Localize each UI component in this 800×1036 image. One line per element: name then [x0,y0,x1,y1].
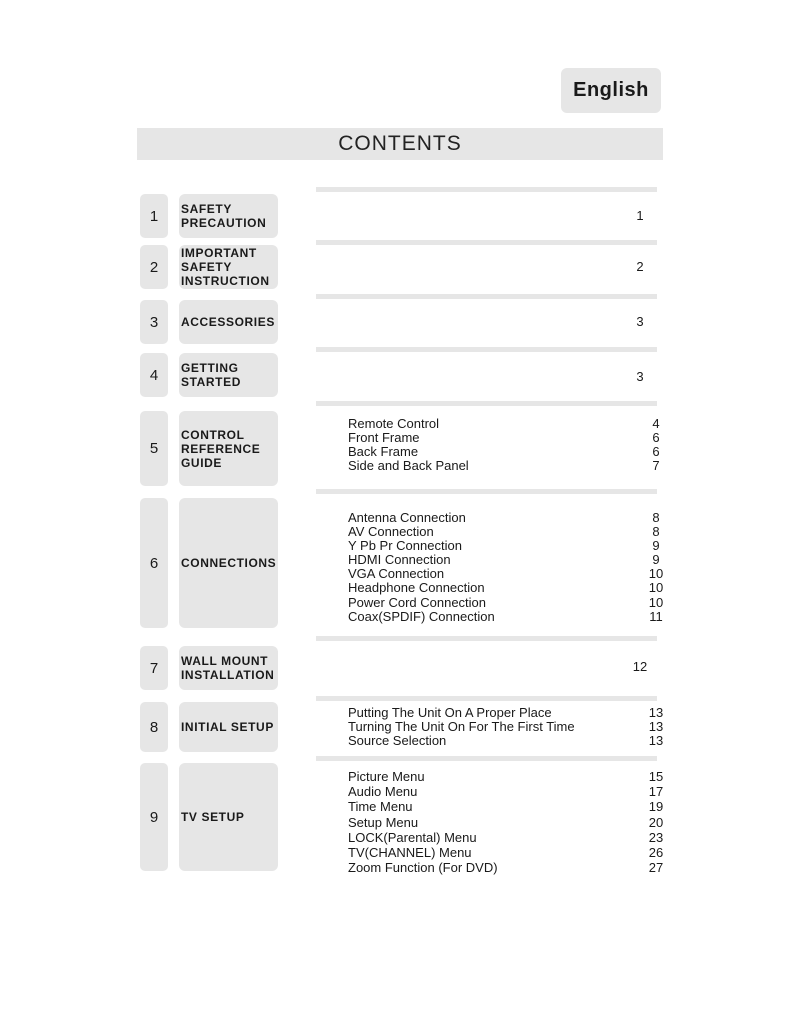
section-title-line: CONNECTIONS [181,556,277,570]
toc-entry-label: Power Cord Connection [348,594,487,610]
section-divider [316,294,657,299]
section-title-line: INSTALLATION [181,668,275,682]
toc-entry-label: VGA Connection [348,566,445,582]
section-title-line: CONTROL [181,427,245,442]
section-divider [316,347,657,352]
toc-entry[interactable] [348,769,664,784]
section-divider [316,756,657,761]
toc-entry-label: Zoom Function (For DVD) [348,860,498,876]
toc-entry-label: Setup Menu [348,814,419,830]
toc-entry-page: 8 [652,524,660,540]
toc-entry-page: 11 [649,608,663,624]
section-number: 8 [140,702,168,752]
section-divider [316,187,657,192]
section-title[interactable] [179,763,278,871]
toc-entry[interactable] [348,580,664,596]
toc-entry-page: 13 [648,733,664,749]
toc-entry[interactable] [348,458,660,474]
section-title-line: INITIAL SETUP [181,720,274,734]
section-title-line: INSTRUCTION [181,274,270,288]
section-number: 9 [140,763,168,871]
toc-entry[interactable] [348,510,660,525]
section-title[interactable] [179,353,278,397]
toc-entry[interactable] [348,829,664,845]
section-page-number[interactable]: 3 [636,369,644,384]
section-number: 2 [140,245,168,289]
section-divider [316,636,657,641]
section-entries [348,510,664,624]
toc-entry-page: 19 [648,799,664,815]
toc-entry-page: 13 [648,705,664,720]
toc-entry-label: Picture Menu [348,769,425,784]
toc-entry[interactable] [348,566,664,582]
toc-entry-label: Source Selection [348,733,447,749]
toc-entry-label: Antenna Connection [348,510,466,525]
toc-entry-page: 27 [648,860,664,876]
toc-entry[interactable] [348,594,664,610]
section-title-line: REFERENCE [181,441,261,456]
toc-entry[interactable] [348,844,664,860]
section-title-line: WALL MOUNT [181,654,269,668]
toc-entry-page: 6 [652,444,660,460]
section-title-line: IMPORTANT [181,246,257,260]
toc-entry-page: 8 [652,510,660,525]
toc-entry-label: Headphone Connection [348,580,485,596]
toc-entry[interactable] [348,719,664,735]
toc-entry[interactable] [348,524,660,540]
toc-entry-page: 9 [652,538,660,554]
section-divider [316,401,657,406]
toc-entry-page: 10 [648,580,664,596]
section-number: 7 [140,646,168,690]
toc-entry-label: TV(CHANNEL) Menu [348,844,472,860]
toc-entry[interactable] [348,608,663,624]
section-number: 1 [140,194,168,238]
toc-entry-page: 20 [648,814,664,830]
toc-entry-page: 7 [652,458,660,474]
section-number: 5 [140,411,168,486]
section-page-number[interactable]: 3 [636,314,644,329]
section-entries [348,705,664,749]
section-title-line: GETTING [181,361,239,375]
section-title-line: SAFETY [181,260,232,274]
section-divider [316,240,657,245]
contents-heading: CONTENTS [137,128,663,160]
section-title[interactable] [179,411,278,486]
section-title[interactable] [179,245,278,289]
section-page-number[interactable]: 2 [636,259,644,274]
section-title-line: PRECAUTION [181,216,267,230]
toc-entry-label: HDMI Connection [348,552,451,568]
section-divider [316,696,657,701]
toc-entry[interactable] [348,416,660,431]
section-title[interactable] [179,646,278,690]
section-title-line: ACCESSORIES [181,315,275,329]
toc-entry-page: 6 [652,430,660,446]
toc-entry[interactable] [348,814,664,830]
toc-entry[interactable] [348,538,660,554]
toc-entry-page: 9 [652,552,660,568]
section-number: 3 [140,300,168,344]
section-title-line: GUIDE [181,455,223,470]
toc-entry[interactable] [348,430,660,446]
toc-entry[interactable] [348,444,660,460]
language-tab: English [561,68,661,113]
toc-entry-label: Side and Back Panel [348,458,469,474]
section-number: 4 [140,353,168,397]
section-title-line: TV SETUP [181,810,245,824]
toc-entry-page: 15 [648,769,664,784]
toc-entry-page: 17 [648,784,664,800]
toc-entry-label: AV Connection [348,524,434,540]
toc-entry-label: Back Frame [348,444,419,460]
toc-entry-label: Audio Menu [348,784,418,800]
toc-entry-page: 26 [648,844,664,860]
toc-entry[interactable] [348,784,664,800]
toc-entry-label: Putting The Unit On A Proper Place [348,705,552,720]
section-entries [348,769,664,876]
toc-entry-page: 23 [648,829,664,845]
toc-entry[interactable] [348,705,664,720]
toc-entry-page: 13 [648,719,664,735]
section-page-number[interactable]: 1 [636,208,644,223]
toc-entry-label: Time Menu [348,799,413,815]
toc-entry[interactable] [348,860,664,876]
toc-entry[interactable] [348,552,660,568]
section-title[interactable] [179,194,278,238]
toc-entry-label: Front Frame [348,430,420,446]
section-title-line: SAFETY [181,202,232,216]
toc-entry-page: 10 [648,566,664,582]
toc-entry-label: Remote Control [348,416,440,431]
section-title[interactable] [179,702,278,752]
toc-entry[interactable] [348,733,664,749]
toc-entry-label: Coax(SPDIF) Connection [348,608,495,624]
section-title[interactable] [179,300,278,344]
toc-entry-label: Y Pb Pr Connection [348,538,462,554]
section-title-line: STARTED [181,375,241,389]
section-entries [348,416,660,474]
section-page-number[interactable]: 12 [632,659,648,674]
toc-entry-label: Turning The Unit On For The First Time [348,719,575,735]
toc-entry-page: 4 [652,416,660,431]
section-title[interactable] [179,498,278,628]
toc-entry[interactable] [348,799,664,815]
section-divider [316,489,657,494]
section-number: 6 [140,498,168,628]
toc-entry-label: LOCK(Parental) Menu [348,829,477,845]
toc-entry-page: 10 [648,594,664,610]
